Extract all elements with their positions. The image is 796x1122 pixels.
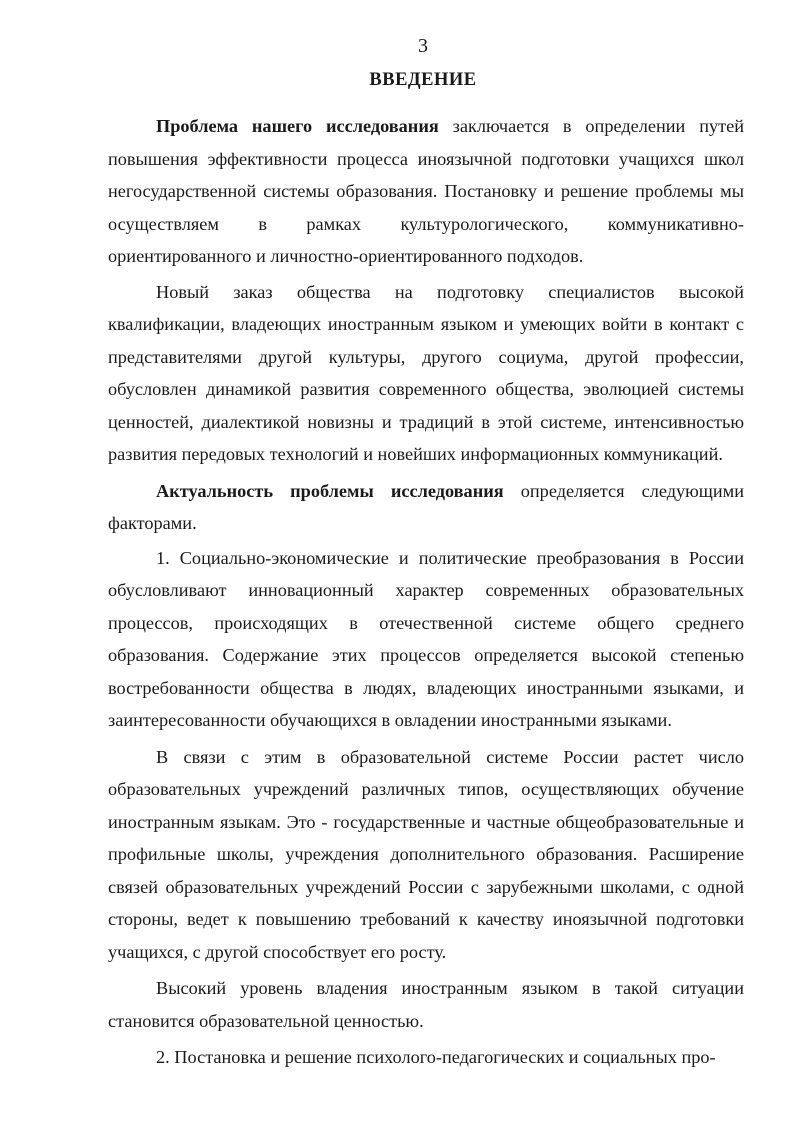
page-number: 3 (418, 35, 428, 57)
paragraph-lead: Актуальность проблемы исследования (156, 480, 504, 501)
paragraph-relevance (108, 475, 744, 540)
paragraph-institutions (108, 741, 744, 969)
paragraph-factor-1 (108, 542, 744, 737)
paragraph-problem (108, 110, 744, 273)
paragraph-text: Новый заказ общества на подготовку специалистов высокой квалификации, владеющих иностранным языком и умеющих войти в контакт с представителями другой культуры, другого социума, другой профессии, обусловлен динамикой развития современного общества, эволюцией системы ценностей, диалектикой новизны и традиций в этой системе, интенсивностью развития передовых технологий и новейших информационных коммуникаций. (108, 281, 744, 464)
paragraph-text: 2. Постановка и решение психолого-педагогических и социальных про- (156, 1047, 716, 1067)
paragraph-text: определяется следующими факторами. (108, 480, 745, 533)
paragraph-text: В связи с этим в образовательной системе России растет число образовательных учреждений различных типов, осуществляющих обучение иностранным языкам. Это - государственные и частные общеобразовательные и профильные школы, учреждения дополнительного образования. Расширение связей образовательных учреждений России с зарубежными школами, с одной стороны, ведет к повышению требований к качеству иноязычной подготовки учащихся, с другой способствует его росту. (108, 746, 744, 962)
paragraph-lead: Проблема нашего исследования (156, 116, 439, 136)
paragraph-value (108, 972, 744, 1037)
paragraph-social-order (108, 276, 744, 471)
paragraph-text: Высокий уровень владения иностранным языком в такой ситуации становится образовательной ценностью. (108, 978, 744, 1031)
body-text (108, 110, 744, 1074)
paragraph-text: заключается в определении путей повышения эффективности процесса иноязычной подготовки учащихся школ негосударственной системы образования. Постановку и решение проблемы мы осуществляем в рамках культурологического, коммуникативно-ориентированного и личностно-ориентированного подходов. (108, 116, 745, 266)
section-heading: ВВЕДЕНИЕ (369, 70, 477, 90)
paragraph-text: 1. Социально-экономические и политические преобразования в России обусловливают инновационный характер современных образовательных процессов, происходящих в отечественной системе общего среднего образования. Содержание этих процессов определяется высокой степенью востребованности общества в людях, владеющих иностранными языками, и заинтересованности обучающихся в овладении иностранными языками. (108, 547, 744, 730)
paragraph-factor-2 (108, 1041, 744, 1074)
